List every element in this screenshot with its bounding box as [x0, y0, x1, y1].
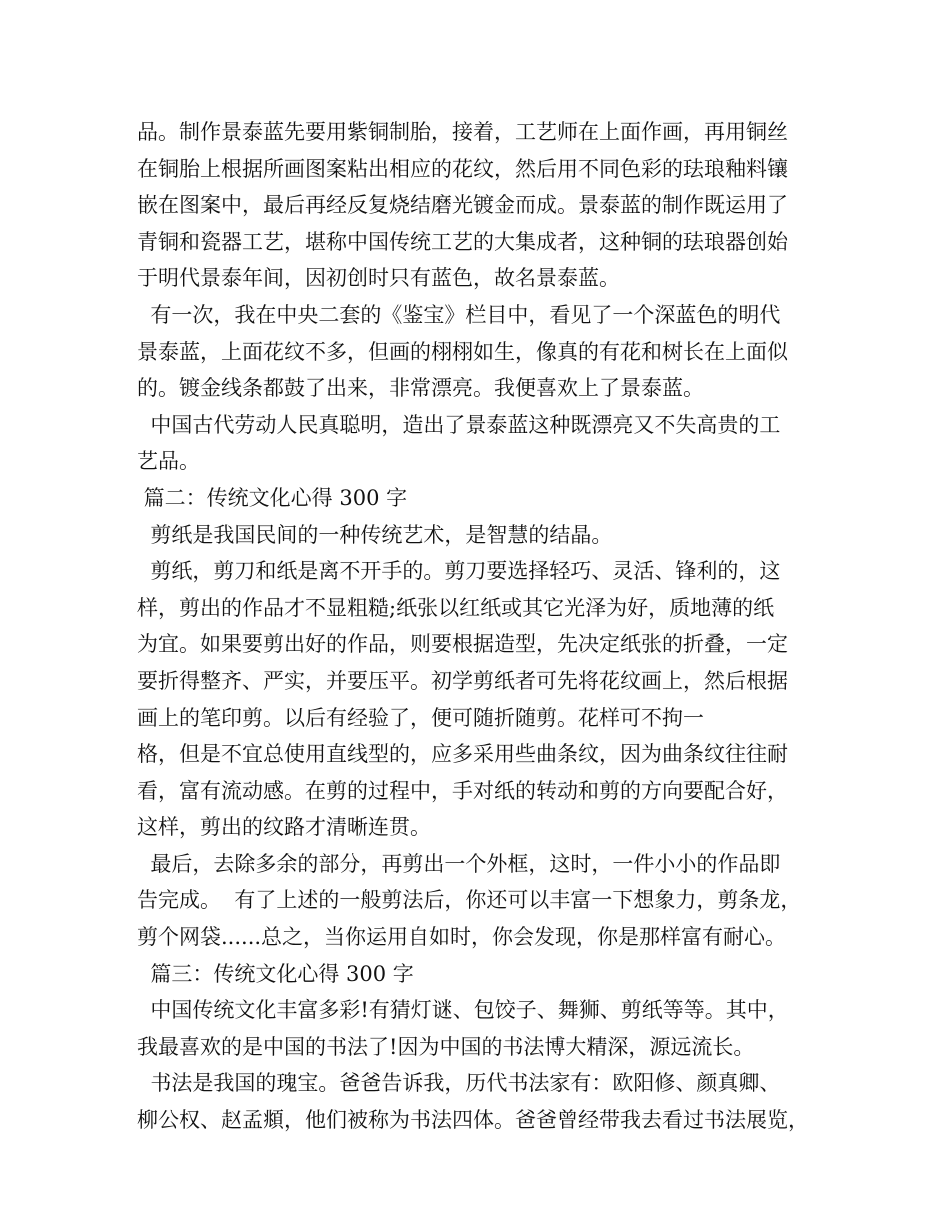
text-line: 的。镀金线条都鼓了出来，非常漂亮。我便喜欢上了景泰蓝。: [137, 376, 704, 401]
section-heading: 篇二：传统文化心得 300 字: [137, 485, 408, 510]
text-line: 品。制作景泰蓝先要用紫铜制胎，接着，工艺师在上面作画，再用铜丝: [137, 120, 788, 144]
text-line: 画上的笔印剪。以后有经验了，便可随折随剪。花样可不拘一: [137, 705, 704, 730]
text-line: 柳公权、赵孟頫，他们被称为书法四体。爸爸曾经带我去看过书法展览，: [137, 1108, 809, 1133]
text-line: 这样，剪出的纹路才清晰连贯。: [137, 815, 431, 840]
text-line: 景泰蓝，上面花纹不多，但画的栩栩如生，像真的有花和树长在上面似: [137, 339, 788, 364]
text-line: 告完成。 有了上述的一般剪法后，你还可以丰富一下想象力，剪条龙，: [137, 888, 802, 913]
text-line: 要折得整齐、严实，并要压平。初学剪纸者可先将花纹画上，然后根据: [137, 668, 788, 693]
text-line: 艺品。: [137, 449, 200, 474]
text-line: 最后，去除多余的部分，再剪出一个外框，这时，一件小小的作品即: [137, 851, 781, 876]
text-line: 在铜胎上根据所画图案粘出相应的花纹，然后用不同色彩的珐琅釉料镶: [137, 156, 788, 181]
body-text: [137, 114, 837, 1139]
text-line: 我最喜欢的是中国的书法了!因为中国的书法博大精深，源远流长。: [137, 1034, 755, 1059]
text-line: 有一次，我在中央二套的《鉴宝》栏目中，看见了一个深蓝色的明代: [137, 302, 781, 327]
section-heading: 篇三：传统文化心得 300 字: [137, 961, 414, 986]
text-line: 于明代景泰年间，因初创时只有蓝色，故名景泰蓝。: [137, 266, 620, 291]
text-line: 青铜和瓷器工艺，堪称中国传统工艺的大集成者，这种铜的珐琅器创始: [137, 229, 788, 254]
text-line: 为宜。如果要剪出好的作品，则要根据造型，先决定纸张的折叠，一定: [137, 632, 788, 657]
text-line: 剪纸是我国民间的一种传统艺术，是智慧的结晶。: [137, 522, 613, 547]
text-line: 样，剪出的作品才不显粗糙;纸张以红纸或其它光泽为好，质地薄的纸: [137, 595, 775, 620]
text-line: 嵌在图案中，最后再经反复烧结磨光镀金而成。景泰蓝的制作既运用了: [137, 193, 788, 218]
text-line: 中国传统文化丰富多彩!有猜灯谜、包饺子、舞狮、剪纸等等。其中，: [137, 998, 789, 1023]
text-line: 中国古代劳动人民真聪明，造出了景泰蓝这种既漂亮又不失高贵的工: [137, 412, 781, 437]
text-line: 格，但是不宜总使用直线型的，应多采用些曲条纹，因为曲条纹往往耐: [137, 742, 788, 767]
text-line: 看，富有流动感。在剪的过程中，手对纸的转动和剪的方向要配合好，: [137, 778, 788, 803]
text-line: 剪纸，剪刀和纸是离不开手的。剪刀要选择轻巧、灵活、锋利的，这: [137, 559, 781, 584]
text-line: 书法是我国的瑰宝。爸爸告诉我，历代书法家有：欧阳修、颜真卿、: [137, 1071, 781, 1096]
text-line: 剪个网袋......总之，当你运用自如时，你会发现，你是那样富有耐心。: [137, 925, 787, 950]
